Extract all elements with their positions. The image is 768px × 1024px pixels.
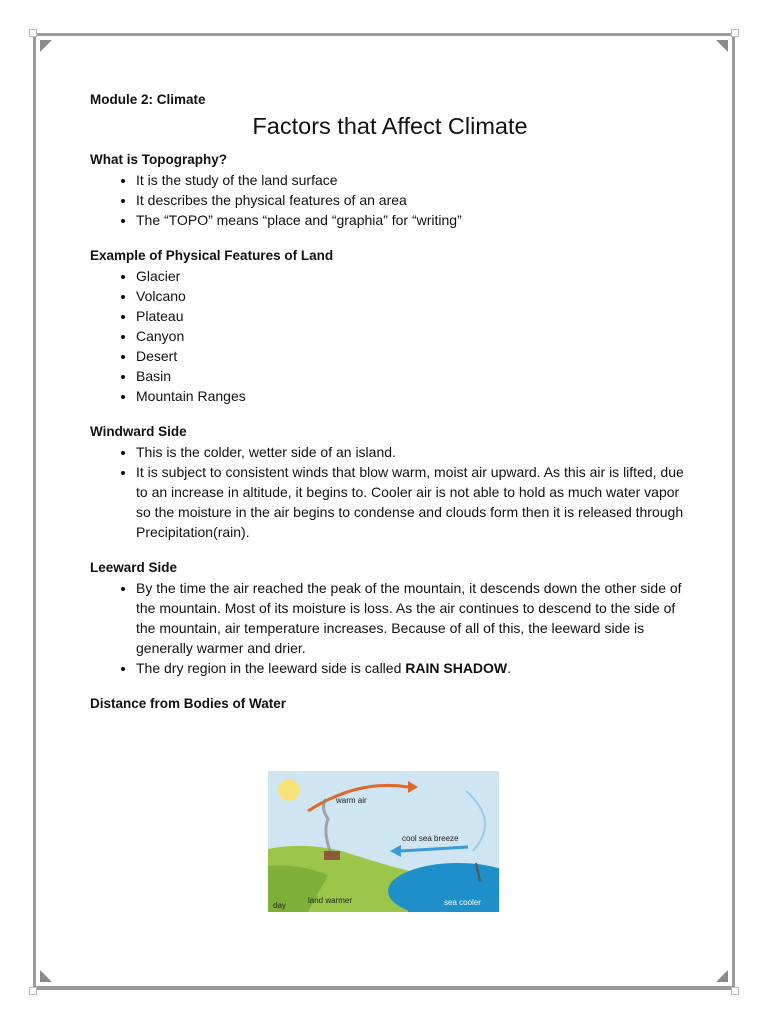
section-heading: What is Topography? bbox=[90, 152, 227, 167]
rain-shadow-prefix: The dry region in the leeward side is called bbox=[136, 660, 406, 676]
section-heading: Windward Side bbox=[90, 424, 187, 439]
bullet-list bbox=[90, 170, 690, 230]
document-body bbox=[90, 92, 690, 714]
list-item: • Desert bbox=[136, 346, 690, 366]
bullet-list bbox=[90, 578, 690, 678]
day-label: day bbox=[273, 901, 286, 910]
corner-ornament-top-right bbox=[716, 40, 728, 52]
list-item: • It describes the physical features of an area bbox=[136, 190, 690, 210]
list-item: • Volcano bbox=[136, 286, 690, 306]
rain-shadow-suffix: . bbox=[507, 660, 512, 676]
section-heading: Leeward Side bbox=[90, 560, 178, 575]
section-leeward-side bbox=[90, 558, 690, 678]
bullet-list bbox=[90, 266, 690, 406]
bullet-list bbox=[90, 442, 690, 542]
module-label: Module 2: Climate bbox=[90, 92, 206, 107]
list-item bbox=[136, 658, 690, 678]
section-heading: Distance from Bodies of Water bbox=[90, 696, 287, 711]
list-item: • It is the study of the land surface bbox=[136, 170, 690, 190]
rain-shadow-term: RAIN SHADOW bbox=[405, 660, 508, 676]
corner-marker bbox=[731, 29, 739, 37]
section-topography bbox=[90, 150, 690, 230]
warm-air-label: warm air bbox=[336, 796, 367, 805]
land-warmer-label: land warmer bbox=[308, 896, 353, 905]
section-heading: Example of Physical Features of Land bbox=[90, 248, 334, 263]
section-distance-water bbox=[90, 694, 690, 714]
corner-marker bbox=[29, 987, 37, 995]
list-item: • By the time the air reached the peak of the mountain, it descends down the other side of the mountain. Most of its moisture is loss. As the air continues to descend to the side of the mountain, air temperature increases. Because of all of this, the leeward side is generally warmer and drier. bbox=[136, 578, 690, 658]
corner-marker bbox=[731, 987, 739, 995]
corner-ornament-top-left bbox=[40, 40, 52, 52]
sea-breeze-diagram bbox=[268, 771, 499, 912]
corner-ornament-bottom-right bbox=[716, 970, 728, 982]
list-item: • Plateau bbox=[136, 306, 690, 326]
corner-ornament-bottom-left bbox=[40, 970, 52, 982]
sea-lower bbox=[408, 881, 499, 912]
corner-marker bbox=[29, 29, 37, 37]
list-item: • Glacier bbox=[136, 266, 690, 286]
list-item: • The “TOPO” means “place and “graphia” for “writing” bbox=[136, 210, 690, 230]
house-icon bbox=[324, 851, 340, 860]
list-item: • It is subject to consistent winds that blow warm, moist air upward. As this air is lifted, due to an increase in altitude, it begins to. Cooler air is not able to hold as much water vapor so the moisture in the air begins to condense and clouds form then it is released through Precipitation(rain). bbox=[136, 462, 690, 542]
list-item: • Canyon bbox=[136, 326, 690, 346]
sun-icon bbox=[278, 779, 300, 801]
page-title: Factors that Affect Climate bbox=[252, 113, 528, 139]
list-item: • Basin bbox=[136, 366, 690, 386]
sea-cooler-label: sea cooler bbox=[444, 898, 481, 907]
cool-sea-breeze-label: cool sea breeze bbox=[402, 834, 459, 843]
section-physical-features bbox=[90, 246, 690, 406]
section-windward-side bbox=[90, 422, 690, 542]
list-item: • This is the colder, wetter side of an island. bbox=[136, 442, 690, 462]
list-item: • Mountain Ranges bbox=[136, 386, 690, 406]
